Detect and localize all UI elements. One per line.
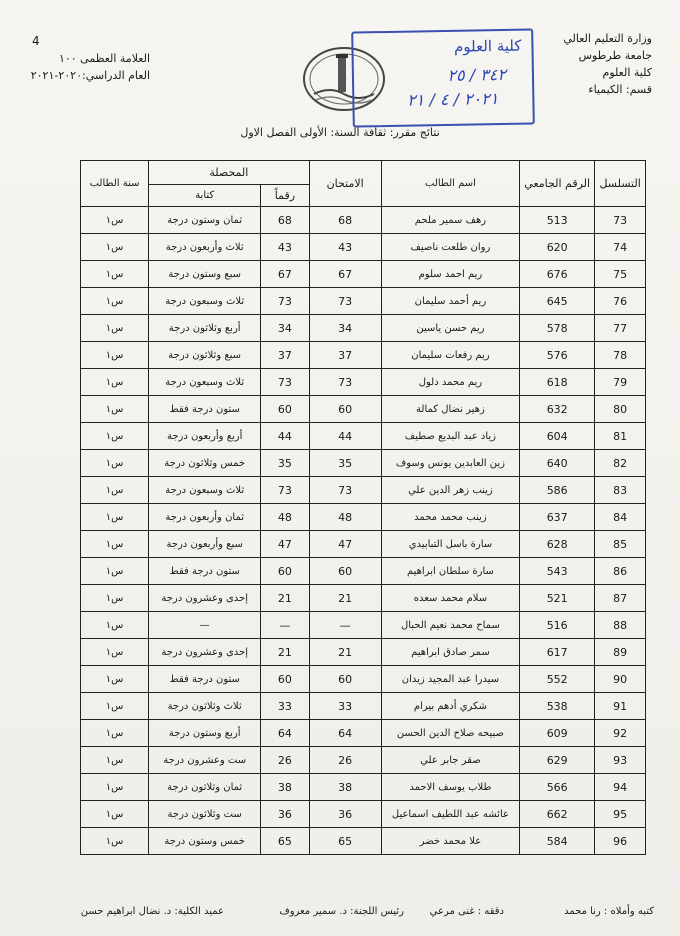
cell-exam: 38 bbox=[309, 774, 381, 801]
header-university-id: الرقم الجامعي bbox=[520, 161, 595, 207]
table-row bbox=[81, 801, 646, 828]
cell-in-numbers: 60 bbox=[261, 396, 309, 423]
cell-in-words: ست وعشرون درجة bbox=[149, 747, 261, 774]
cell-exam: 60 bbox=[309, 666, 381, 693]
stamp-number: ٣٤٢ / ٢٥ bbox=[447, 64, 507, 85]
cell-student-name: سيدرا عبد المجيد زيدان bbox=[381, 666, 519, 693]
cell-student-name: ريم حسن ياسين bbox=[381, 315, 519, 342]
cell-in-numbers: 33 bbox=[261, 693, 309, 720]
cell-student-year: س١ bbox=[81, 504, 149, 531]
cell-exam: 68 bbox=[309, 207, 381, 234]
cell-university-id: 628 bbox=[520, 531, 595, 558]
cell-serial: 86 bbox=[595, 558, 646, 585]
cell-exam: 67 bbox=[309, 261, 381, 288]
cell-serial: 84 bbox=[595, 504, 646, 531]
cell-serial: 82 bbox=[595, 450, 646, 477]
cell-exam: 44 bbox=[309, 423, 381, 450]
cell-serial: 93 bbox=[595, 747, 646, 774]
table-row bbox=[81, 423, 646, 450]
cell-exam: 21 bbox=[309, 585, 381, 612]
table-row bbox=[81, 531, 646, 558]
written-by: كتبه وأملاه : رنا محمد bbox=[564, 906, 654, 917]
cell-in-numbers: 67 bbox=[261, 261, 309, 288]
department-name: قسم: الكيمياء bbox=[588, 83, 652, 96]
table-row bbox=[81, 396, 646, 423]
table-row bbox=[81, 828, 646, 855]
cell-exam: 73 bbox=[309, 369, 381, 396]
exam-info-header bbox=[30, 50, 150, 84]
cell-in-words: أربع وثلاثون درجة bbox=[149, 315, 261, 342]
cell-exam: 33 bbox=[309, 693, 381, 720]
header-exam: الامتحان bbox=[309, 161, 381, 207]
cell-in-words: ثمان وثلاثون درجة bbox=[149, 774, 261, 801]
cell-exam: 36 bbox=[309, 801, 381, 828]
cell-student-year: س١ bbox=[81, 747, 149, 774]
cell-in-words: ست وثلاثون درجة bbox=[149, 801, 261, 828]
cell-serial: 76 bbox=[595, 288, 646, 315]
cell-student-name: سارة سلطان ابراهيم bbox=[381, 558, 519, 585]
cell-in-numbers: — bbox=[261, 612, 309, 639]
page-number: 4 bbox=[32, 34, 40, 48]
cell-in-numbers: 60 bbox=[261, 666, 309, 693]
cell-in-numbers: 38 bbox=[261, 774, 309, 801]
cell-exam: 64 bbox=[309, 720, 381, 747]
table-row bbox=[81, 639, 646, 666]
cell-university-id: 576 bbox=[520, 342, 595, 369]
cell-student-name: صقر جابر علي bbox=[381, 747, 519, 774]
cell-serial: 90 bbox=[595, 666, 646, 693]
cell-in-numbers: 73 bbox=[261, 477, 309, 504]
cell-in-words: إحدى وعشرون درجة bbox=[149, 585, 261, 612]
cell-exam: 48 bbox=[309, 504, 381, 531]
cell-serial: 77 bbox=[595, 315, 646, 342]
cell-in-words: سبع وستون درجة bbox=[149, 261, 261, 288]
cell-in-numbers: 73 bbox=[261, 288, 309, 315]
table-row bbox=[81, 612, 646, 639]
table-row bbox=[81, 720, 646, 747]
cell-in-words: خمس وثلاثون درجة bbox=[149, 450, 261, 477]
table-row bbox=[81, 504, 646, 531]
cell-in-numbers: 47 bbox=[261, 531, 309, 558]
table-row bbox=[81, 342, 646, 369]
cell-university-id: 637 bbox=[520, 504, 595, 531]
cell-in-numbers: 34 bbox=[261, 315, 309, 342]
cell-in-words: ثلاث وسبعون درجة bbox=[149, 477, 261, 504]
cell-university-id: 645 bbox=[520, 288, 595, 315]
cell-serial: 95 bbox=[595, 801, 646, 828]
cell-exam: 37 bbox=[309, 342, 381, 369]
cell-student-year: س١ bbox=[81, 369, 149, 396]
cell-in-numbers: 21 bbox=[261, 639, 309, 666]
cell-exam: 26 bbox=[309, 747, 381, 774]
cell-serial: 91 bbox=[595, 693, 646, 720]
cell-student-year: س١ bbox=[81, 234, 149, 261]
cell-university-id: 662 bbox=[520, 801, 595, 828]
cell-student-year: س١ bbox=[81, 774, 149, 801]
cell-in-words: ستون درجة فقط bbox=[149, 396, 261, 423]
stamp-date: ٢٠٢١ / ٤ / ٢١ bbox=[406, 89, 499, 110]
cell-student-year: س١ bbox=[81, 288, 149, 315]
cell-in-words: أربع وستون درجة bbox=[149, 720, 261, 747]
table-row bbox=[81, 774, 646, 801]
cell-in-words: خمس وستون درجة bbox=[149, 828, 261, 855]
cell-serial: 73 bbox=[595, 207, 646, 234]
institution-header bbox=[563, 30, 652, 98]
header-total: المحصلة bbox=[149, 161, 309, 185]
cell-student-name: سماح محمد نعيم الحبال bbox=[381, 612, 519, 639]
cell-student-name: عائشه عبد اللطيف اسماعيل bbox=[381, 801, 519, 828]
cell-student-year: س١ bbox=[81, 207, 149, 234]
cell-student-year: س١ bbox=[81, 612, 149, 639]
cell-university-id: 604 bbox=[520, 423, 595, 450]
cell-exam: 34 bbox=[309, 315, 381, 342]
cell-exam: 21 bbox=[309, 639, 381, 666]
cell-university-id: 513 bbox=[520, 207, 595, 234]
cell-in-words: ثلاث وأربعون درجة bbox=[149, 234, 261, 261]
university-name: جامعة طرطوس bbox=[578, 49, 652, 62]
cell-university-id: 552 bbox=[520, 666, 595, 693]
cell-university-id: 609 bbox=[520, 720, 595, 747]
cell-student-name: شكري أدهم بيرام bbox=[381, 693, 519, 720]
cell-university-id: 566 bbox=[520, 774, 595, 801]
cell-student-year: س١ bbox=[81, 342, 149, 369]
cell-student-name: سمر صادق ابراهيم bbox=[381, 639, 519, 666]
header-serial: التسلسل bbox=[595, 161, 646, 207]
header-student-name: اسم الطالب bbox=[381, 161, 519, 207]
cell-serial: 75 bbox=[595, 261, 646, 288]
table-row bbox=[81, 477, 646, 504]
header-in-words: كتابة bbox=[149, 185, 261, 207]
faculty-name: كلية العلوم bbox=[602, 66, 652, 79]
cell-university-id: 640 bbox=[520, 450, 595, 477]
table-row bbox=[81, 234, 646, 261]
stamp-title: كلية العلوم bbox=[453, 36, 522, 56]
ministry-name: وزارة التعليم العالي bbox=[563, 32, 652, 45]
cell-student-name: روان طلعت ناصيف bbox=[381, 234, 519, 261]
course-results-title: نتائج مقرر: ثقافة السنة: الأولى الفصل الاول bbox=[240, 126, 440, 139]
table-row bbox=[81, 261, 646, 288]
cell-in-numbers: 68 bbox=[261, 207, 309, 234]
cell-student-year: س١ bbox=[81, 720, 149, 747]
cell-serial: 79 bbox=[595, 369, 646, 396]
cell-university-id: 629 bbox=[520, 747, 595, 774]
cell-university-id: 617 bbox=[520, 639, 595, 666]
cell-in-numbers: 35 bbox=[261, 450, 309, 477]
cell-student-year: س١ bbox=[81, 828, 149, 855]
cell-student-year: س١ bbox=[81, 423, 149, 450]
cell-student-name: ريم رفعات سليمان bbox=[381, 342, 519, 369]
cell-serial: 74 bbox=[595, 234, 646, 261]
cell-in-words: ثلاث وسبعون درجة bbox=[149, 369, 261, 396]
table-row bbox=[81, 450, 646, 477]
header-student-year: سنة الطالب bbox=[81, 161, 149, 207]
cell-in-words: ثلاث وسبعون درجة bbox=[149, 288, 261, 315]
table-row bbox=[81, 288, 646, 315]
cell-exam: 73 bbox=[309, 288, 381, 315]
cell-student-year: س١ bbox=[81, 801, 149, 828]
cell-in-numbers: 37 bbox=[261, 342, 309, 369]
cell-student-year: س١ bbox=[81, 396, 149, 423]
cell-university-id: 516 bbox=[520, 612, 595, 639]
cell-in-words: ستون درجة فقط bbox=[149, 558, 261, 585]
cell-student-year: س١ bbox=[81, 261, 149, 288]
dean-signature: عميد الكلية: د. نضال ابراهيم حسن bbox=[80, 906, 224, 917]
cell-in-numbers: 73 bbox=[261, 369, 309, 396]
cell-exam: 60 bbox=[309, 396, 381, 423]
cell-in-numbers: 26 bbox=[261, 747, 309, 774]
cell-in-numbers: 64 bbox=[261, 720, 309, 747]
cell-student-year: س١ bbox=[81, 531, 149, 558]
cell-in-words: — bbox=[149, 612, 261, 639]
cell-in-words: ثمان وأربعون درجة bbox=[149, 504, 261, 531]
cell-student-name: طلاب يوسف الاحمد bbox=[381, 774, 519, 801]
cell-student-name: علا محمد خضر bbox=[381, 828, 519, 855]
cell-university-id: 543 bbox=[520, 558, 595, 585]
cell-exam: 43 bbox=[309, 234, 381, 261]
cell-serial: 87 bbox=[595, 585, 646, 612]
cell-student-name: زينب محمد محمد bbox=[381, 504, 519, 531]
cell-serial: 85 bbox=[595, 531, 646, 558]
office-stamp bbox=[351, 28, 535, 127]
cell-student-year: س١ bbox=[81, 639, 149, 666]
cell-university-id: 618 bbox=[520, 369, 595, 396]
cell-university-id: 578 bbox=[520, 315, 595, 342]
cell-university-id: 586 bbox=[520, 477, 595, 504]
results-table-body bbox=[81, 207, 646, 855]
cell-serial: 89 bbox=[595, 639, 646, 666]
cell-serial: 88 bbox=[595, 612, 646, 639]
cell-university-id: 521 bbox=[520, 585, 595, 612]
cell-student-year: س١ bbox=[81, 666, 149, 693]
cell-in-numbers: 21 bbox=[261, 585, 309, 612]
cell-university-id: 584 bbox=[520, 828, 595, 855]
results-table bbox=[80, 160, 646, 855]
cell-serial: 83 bbox=[595, 477, 646, 504]
cell-exam: 35 bbox=[309, 450, 381, 477]
cell-exam: 65 bbox=[309, 828, 381, 855]
academic-year: العام الدراسي:٢٠٢٠-٢٠٢١ bbox=[30, 69, 150, 82]
cell-student-year: س١ bbox=[81, 450, 149, 477]
signature-footer bbox=[30, 906, 654, 926]
cell-in-words: أربع وأربعون درجة bbox=[149, 423, 261, 450]
committee-head: رئيس اللجنة: د. سمير معروف bbox=[279, 906, 404, 917]
cell-student-name: ريم محمد دلول bbox=[381, 369, 519, 396]
table-row bbox=[81, 666, 646, 693]
cell-student-year: س١ bbox=[81, 558, 149, 585]
table-row bbox=[81, 558, 646, 585]
max-mark: العلامة العظمى ١٠٠ bbox=[58, 52, 150, 65]
cell-in-numbers: 36 bbox=[261, 801, 309, 828]
cell-student-name: سلام محمد سعده bbox=[381, 585, 519, 612]
cell-exam: 73 bbox=[309, 477, 381, 504]
checked-by: دققه : غنى مرعي bbox=[429, 906, 504, 917]
cell-exam: 60 bbox=[309, 558, 381, 585]
cell-exam: 47 bbox=[309, 531, 381, 558]
cell-student-year: س١ bbox=[81, 693, 149, 720]
header-in-numbers: رقماً bbox=[261, 185, 309, 207]
cell-in-numbers: 65 bbox=[261, 828, 309, 855]
cell-student-name: زين العابدين يونس وسوف bbox=[381, 450, 519, 477]
cell-exam: — bbox=[309, 612, 381, 639]
cell-student-year: س١ bbox=[81, 585, 149, 612]
cell-student-name: صبيحه صلاح الدين الحسن bbox=[381, 720, 519, 747]
cell-student-name: رهف سمير ملحم bbox=[381, 207, 519, 234]
cell-student-year: س١ bbox=[81, 315, 149, 342]
cell-university-id: 676 bbox=[520, 261, 595, 288]
cell-in-numbers: 48 bbox=[261, 504, 309, 531]
table-row bbox=[81, 585, 646, 612]
table-row bbox=[81, 207, 646, 234]
cell-serial: 80 bbox=[595, 396, 646, 423]
cell-in-numbers: 60 bbox=[261, 558, 309, 585]
cell-student-year: س١ bbox=[81, 477, 149, 504]
cell-in-words: سبع وثلاثون درجة bbox=[149, 342, 261, 369]
cell-in-numbers: 43 bbox=[261, 234, 309, 261]
cell-serial: 96 bbox=[595, 828, 646, 855]
table-row bbox=[81, 369, 646, 396]
cell-university-id: 538 bbox=[520, 693, 595, 720]
cell-student-name: ريم احمد سلوم bbox=[381, 261, 519, 288]
cell-student-name: سارة باسل التبابيدي bbox=[381, 531, 519, 558]
cell-university-id: 632 bbox=[520, 396, 595, 423]
cell-serial: 81 bbox=[595, 423, 646, 450]
cell-serial: 94 bbox=[595, 774, 646, 801]
table-row bbox=[81, 315, 646, 342]
cell-in-numbers: 44 bbox=[261, 423, 309, 450]
cell-in-words: إحدى وعشرون درجة bbox=[149, 639, 261, 666]
cell-student-name: زينب زهر الدين علي bbox=[381, 477, 519, 504]
cell-in-words: ستون درجة فقط bbox=[149, 666, 261, 693]
cell-student-name: زياد عبد البديع صطيف bbox=[381, 423, 519, 450]
cell-student-name: زهير نضال كمالة bbox=[381, 396, 519, 423]
cell-in-words: ثمان وستون درجة bbox=[149, 207, 261, 234]
cell-in-words: سبع وأربعون درجة bbox=[149, 531, 261, 558]
cell-serial: 92 bbox=[595, 720, 646, 747]
cell-university-id: 620 bbox=[520, 234, 595, 261]
cell-student-name: ريم أحمد سليمان bbox=[381, 288, 519, 315]
table-row bbox=[81, 747, 646, 774]
cell-serial: 78 bbox=[595, 342, 646, 369]
cell-in-words: ثلاث وثلاثون درجة bbox=[149, 693, 261, 720]
table-row bbox=[81, 693, 646, 720]
